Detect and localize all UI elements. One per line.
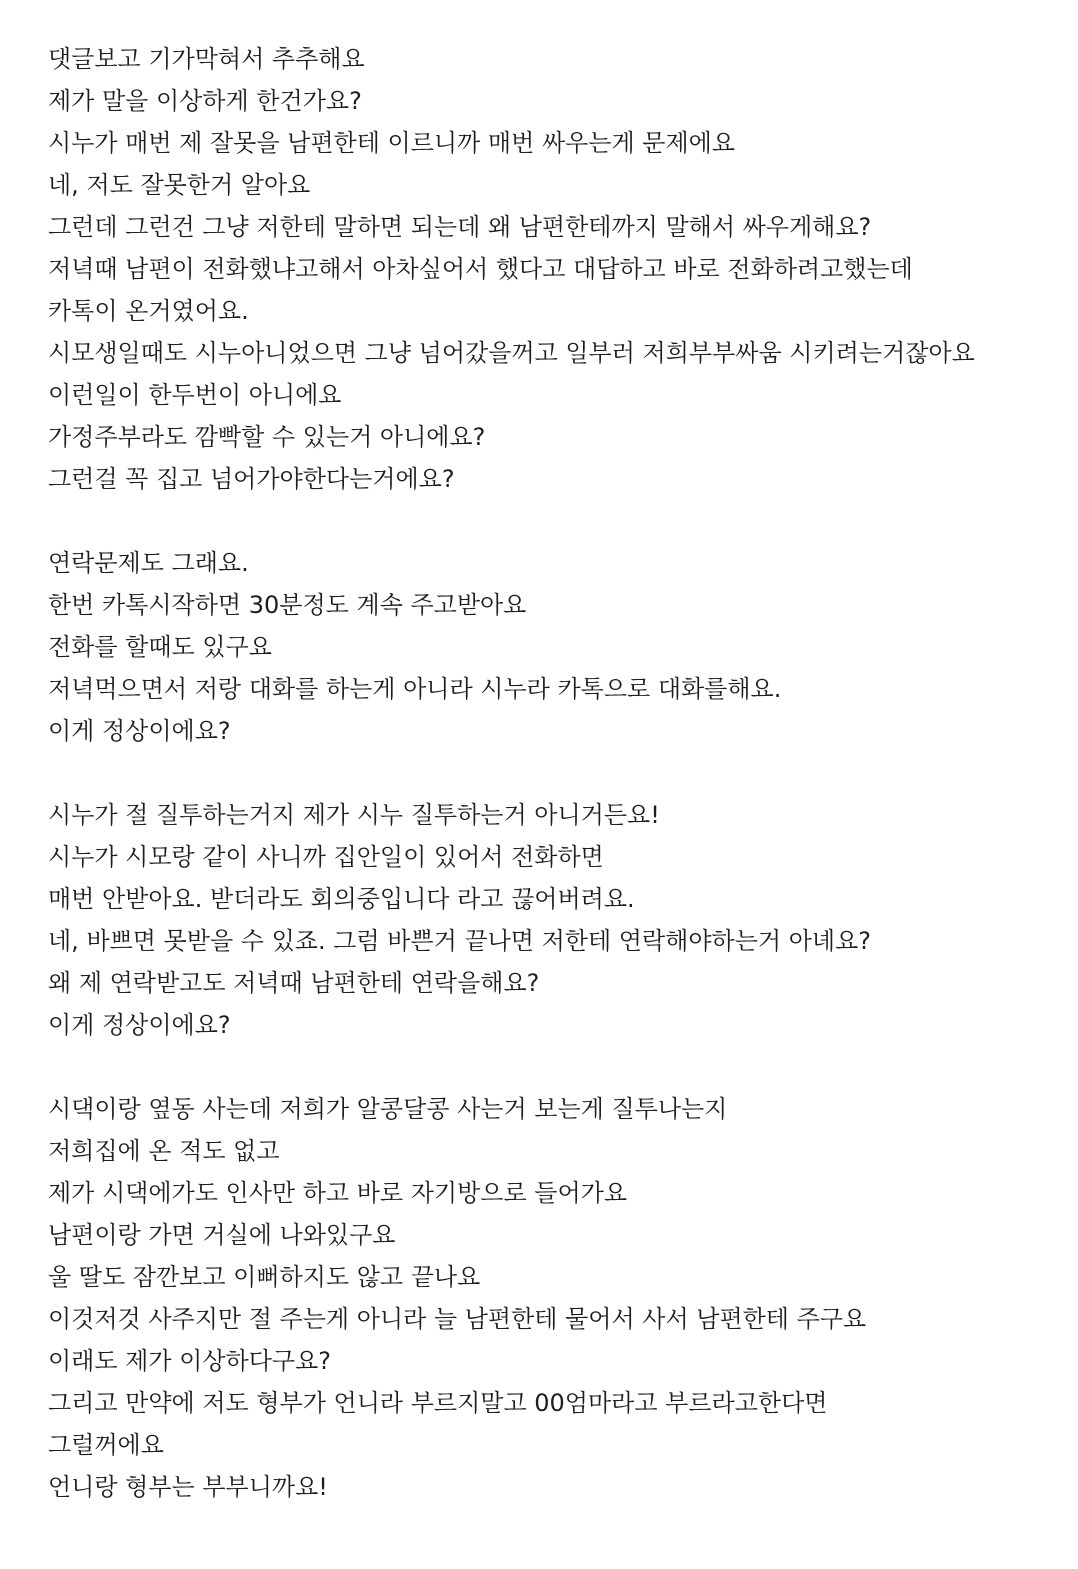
text-line: 한번 카톡시작하면 30분정도 계속 주고받아요 — [48, 591, 527, 619]
text-line: 저녁먹으면서 저랑 대화를 하는게 아니라 시누라 카톡으로 대화를해요. — [48, 675, 782, 703]
paragraph-2 — [48, 542, 1058, 752]
text-line: 연락문제도 그래요. — [48, 549, 249, 577]
paragraph-1 — [48, 38, 1058, 500]
text-line: 제가 말을 이상하게 한건가요? — [48, 87, 362, 115]
text-line: 저녁때 남편이 전화했냐고해서 아차싶어서 했다고 대답하고 바로 전화하려고했는데 — [48, 255, 913, 283]
text-line: 그리고 만약에 저도 형부가 언니라 부르지말고 00엄마라고 부르라고한다면 — [48, 1389, 828, 1417]
text-line: 그런걸 꼭 집고 넘어가야한다는거에요? — [48, 465, 455, 493]
text-line: 언니랑 형부는 부부니까요! — [48, 1473, 328, 1501]
text-line: 이게 정상이에요? — [48, 717, 231, 745]
paragraph-spacer — [48, 1046, 1058, 1088]
document-body — [48, 38, 1058, 1508]
text-line: 이래도 제가 이상하다구요? — [48, 1347, 332, 1375]
text-line: 댓글보고 기가막혀서 추추해요 — [48, 45, 365, 73]
text-line: 시누가 절 질투하는거지 제가 시누 질투하는거 아니거든요! — [48, 801, 660, 829]
paragraph-4 — [48, 1088, 1058, 1508]
text-line: 울 딸도 잠깐보고 이뻐하지도 않고 끝나요 — [48, 1263, 481, 1291]
text-line: 가정주부라도 깜빡할 수 있는거 아니에요? — [48, 423, 486, 451]
text-line: 왜 제 연락받고도 저녁때 남편한테 연락을해요? — [48, 969, 540, 997]
text-line: 저희집에 온 적도 없고 — [48, 1137, 280, 1165]
text-line: 이게 정상이에요? — [48, 1011, 231, 1039]
text-line: 네, 바쁘면 못받을 수 있죠. 그럼 바쁜거 끝나면 저한테 연락해야하는거 아녜요? — [48, 927, 871, 955]
text-line: 이런일이 한두번이 아니에요 — [48, 381, 342, 409]
text-line: 제가 시댁에가도 인사만 하고 바로 자기방으로 들어가요 — [48, 1179, 628, 1207]
text-line: 카톡이 온거였어요. — [48, 297, 249, 325]
text-line: 시누가 시모랑 같이 사니까 집안일이 있어서 전화하면 — [48, 843, 604, 871]
paragraph-spacer — [48, 500, 1058, 542]
text-line: 그럴꺼에요 — [48, 1431, 164, 1459]
text-line: 이것저것 사주지만 절 주는게 아니라 늘 남편한테 물어서 사서 남편한테 주구요 — [48, 1305, 867, 1333]
text-line: 매번 안받아요. 받더라도 회의중입니다 라고 끊어버려요. — [48, 885, 635, 913]
paragraph-3 — [48, 794, 1058, 1046]
text-line: 그런데 그런건 그냥 저한테 말하면 되는데 왜 남편한테까지 말해서 싸우게해요? — [48, 213, 872, 241]
text-line: 시댁이랑 옆동 사는데 저희가 알콩달콩 사는거 보는게 질투나는지 — [48, 1095, 728, 1123]
text-line: 시모생일때도 시누아니었으면 그냥 넘어갔을꺼고 일부러 저희부부싸움 시키려는거잖아요 — [48, 339, 975, 367]
text-line: 네, 저도 잘못한거 알아요 — [48, 171, 311, 199]
text-line: 전화를 할때도 있구요 — [48, 633, 272, 661]
text-line: 시누가 매번 제 잘못을 남편한테 이르니까 매번 싸우는게 문제에요 — [48, 129, 735, 157]
text-line: 남편이랑 가면 거실에 나와있구요 — [48, 1221, 396, 1249]
paragraph-spacer — [48, 752, 1058, 794]
